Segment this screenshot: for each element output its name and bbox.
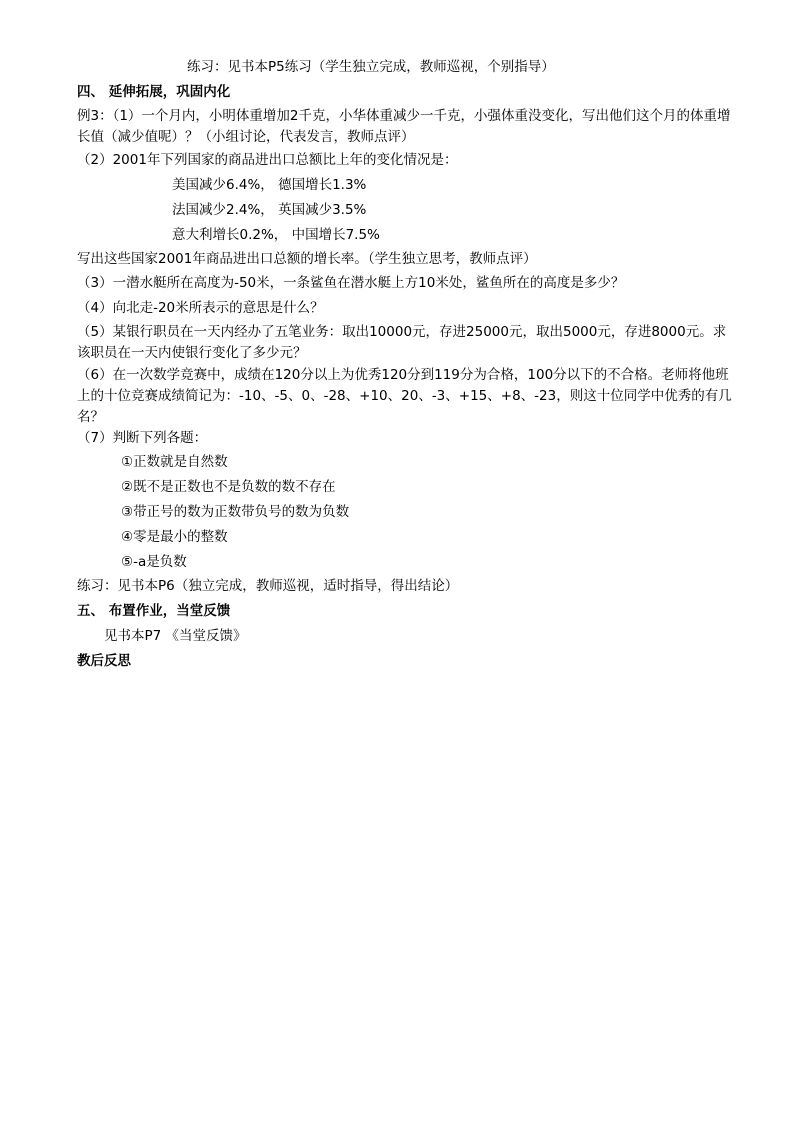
judgment-item-3: ③带正号的数为正数带负号的数为负数 [121, 504, 350, 520]
practice-note-2: 练习：见书本P6（独立完成，教师巡视，适时指导，得出结论） [77, 578, 459, 594]
homework-line: 见书本P7 《当堂反馈》 [104, 628, 247, 644]
judgment-item-2: ②既不是正数也不是负数的数不存在 [121, 479, 336, 495]
country-line-2: 法国减少2.4%， 英国减少3.5% [172, 202, 367, 218]
example-3-question-4: （4）向北走-20米所表示的意思是什么？ [77, 300, 324, 316]
example-3-question-2-task: 写出这些国家2001年商品进出口总额的增长率。（学生独立思考，教师点评） [77, 251, 537, 267]
judgment-item-4: ④零是最小的整数 [121, 529, 228, 545]
reflection-heading: 教后反思 [77, 653, 131, 669]
example-3-question-2-intro: （2）2001年下列国家的商品进出口总额比上年的变化情况是： [77, 152, 458, 168]
example-3-question-1: 例3：（1）一个月内，小明体重增加2千克，小华体重减少一千克，小强体重没变化，写出他们这个月的体重增长值（减少值呢）？（小组讨论，代表发言，教师点评） [77, 108, 731, 145]
section-4-heading: 四、 延伸拓展，巩固内化 [77, 84, 231, 100]
country-line-1: 美国减少6.4%， 德国增长1.3% [172, 177, 367, 193]
practice-note-1: 练习：见书本P5练习（学生独立完成，教师巡视，个别指导） [187, 59, 555, 75]
example-3-question-7: （7）判断下列各题： [77, 430, 208, 446]
example-3-question-5: （5）某银行职员在一天内经办了五笔业务：取出10000元，存进25000元，取出5000元，存进8000元。求该职员在一天内使银行变化了多少元？ [77, 324, 727, 361]
country-line-3: 意大利增长0.2%， 中国增长7.5% [172, 227, 380, 243]
section-5-heading: 五、 布置作业，当堂反馈 [77, 603, 231, 619]
example-3-question-6: （6）在一次数学竞赛中，成绩在120分以上为优秀120分到119分为合格，100分以下的不合格。老师将他班上的十位竞赛成绩简记为：-10、-5、0、-28、+10、20、-3、+15、+8、-23，则这十位同学中优秀的有几名？ [77, 367, 732, 425]
judgment-item-1: ①正数就是自然数 [121, 454, 228, 470]
example-3-question-3: （3）一潜水艇所在高度为-50米，一条鲨鱼在潜水艇上方10米处，鲨鱼所在的高度是多少？ [77, 275, 625, 291]
judgment-item-5: ⑤-a是负数 [121, 554, 187, 570]
